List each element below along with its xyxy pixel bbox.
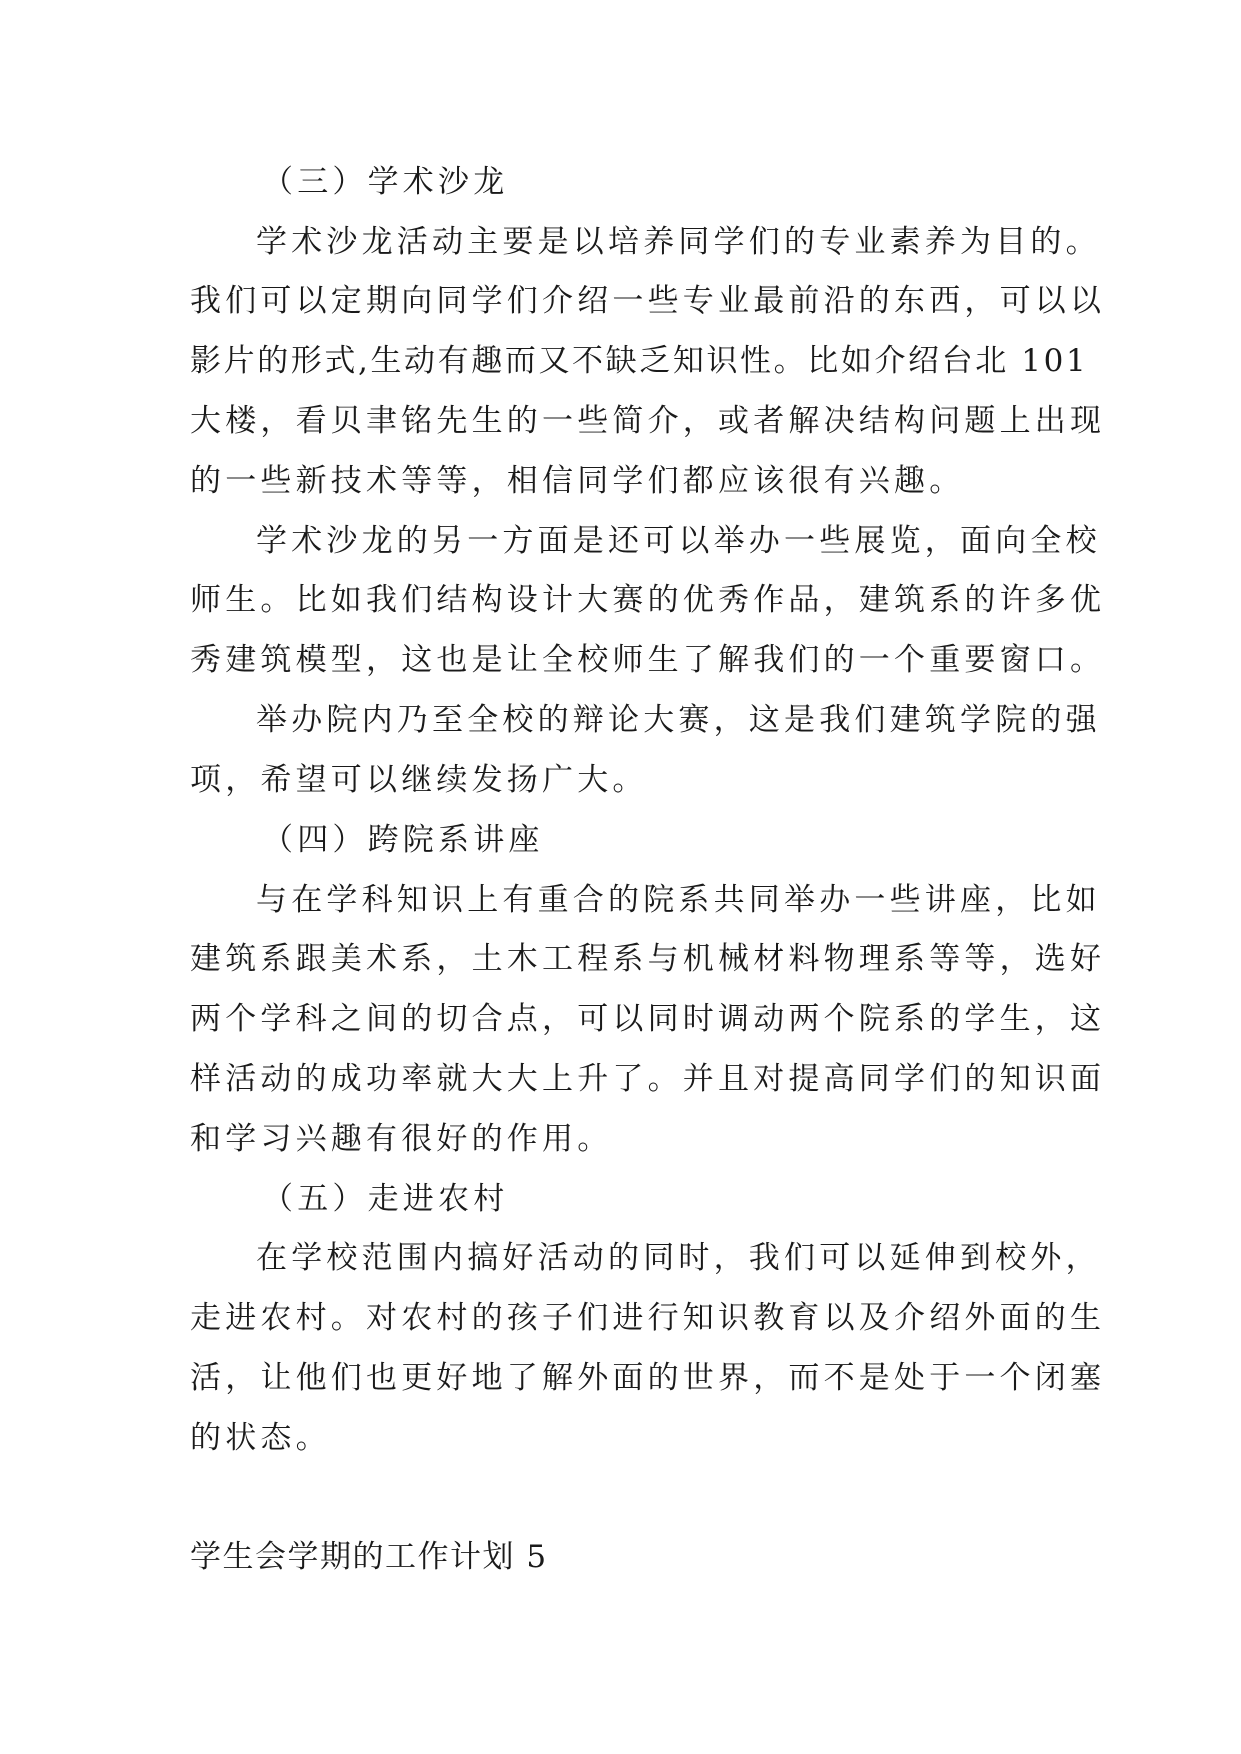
paragraph-line: 学术沙龙的另一方面是还可以举办一些展览，面向全校 <box>256 523 1101 559</box>
paragraph-line: 秀建筑模型，这也是让全校师生了解我们的一个重要窗口。 <box>190 642 1106 678</box>
paragraph-line: 在学校范围内搞好活动的同时，我们可以延伸到校外， <box>256 1240 1101 1276</box>
paragraph-line: 的一些新技术等等，相信同学们都应该很有兴趣。 <box>190 463 965 499</box>
paragraph-line: 大楼，看贝聿铭先生的一些简介，或者解决结构问题上出现 <box>190 403 1106 439</box>
paragraph-line: 影片的形式,生动有趣而又不缺乏知识性。比如介绍台北 101 <box>190 343 1089 379</box>
paragraph-line: 学术沙龙活动主要是以培养同学们的专业素养为目的。 <box>256 224 1101 260</box>
section-heading-5: （五）走进农村 <box>262 1181 509 1217</box>
paragraph-line: 的状态。 <box>190 1420 331 1456</box>
paragraph-line: 两个学科之间的切合点，可以同时调动两个院系的学生，这 <box>190 1001 1106 1037</box>
section-heading-4: （四）跨院系讲座 <box>262 822 544 858</box>
paragraph-line: 和学习兴趣有很好的作用。 <box>190 1121 613 1157</box>
paragraph-line: 项，希望可以继续发扬广大。 <box>190 762 648 798</box>
paragraph-line: 走进农村。对农村的孩子们进行知识教育以及介绍外面的生 <box>190 1300 1106 1336</box>
next-document-title: 学生会学期的工作计划 5 <box>190 1539 548 1575</box>
paragraph-line: 我们可以定期向同学们介绍一些专业最前沿的东西，可以以 <box>190 283 1106 319</box>
paragraph-line: 与在学科知识上有重合的院系共同举办一些讲座，比如 <box>256 882 1101 918</box>
paragraph-line: 举办院内乃至全校的辩论大赛，这是我们建筑学院的强 <box>256 702 1101 738</box>
paragraph-line: 样活动的成功率就大大上升了。并且对提高同学们的知识面 <box>190 1061 1106 1097</box>
paragraph-line: 建筑系跟美术系，土木工程系与机械材料物理系等等，选好 <box>190 941 1106 977</box>
paragraph-line: 师生。比如我们结构设计大赛的优秀作品，建筑系的许多优 <box>190 582 1106 618</box>
section-heading-3: （三）学术沙龙 <box>262 164 509 200</box>
paragraph-line: 活，让他们也更好地了解外面的世界，而不是处于一个闭塞 <box>190 1360 1106 1396</box>
